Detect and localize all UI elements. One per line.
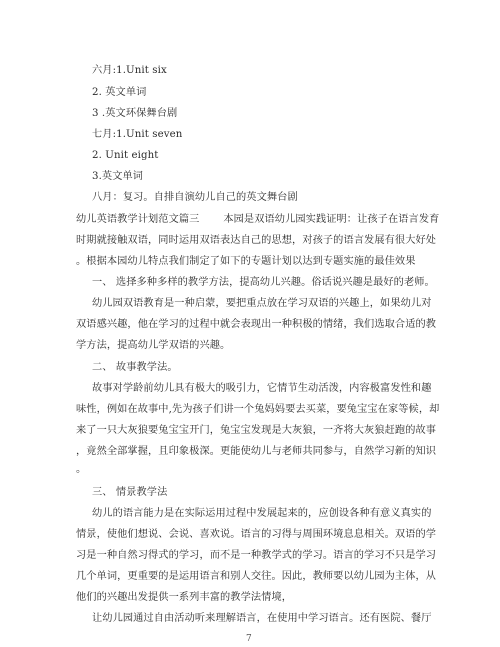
paragraph-intro-line-2: 时期就接触双语，同时运用双语表达自己的思想，对孩子的语言发展有很大好处 xyxy=(76,235,437,246)
paragraph-one-line-1: 幼儿园双语教育是一种启蒙，要把重点放在学习双语的兴趣上，如果幼儿对 xyxy=(92,298,432,309)
paragraph-three-line-1: 幼儿的语言能力是在实际运用过程中发展起来的，应创设各种有意义真实的 xyxy=(92,508,432,519)
text-line-june-words: 2. 英文单词 xyxy=(92,87,147,98)
page-number: 7 xyxy=(246,634,252,644)
paragraph-three-line-2: 情景，使他们想说、会说、喜欢说。语言的习得与周围环境息息相关。双语的学 xyxy=(76,529,437,540)
section-heading-one: 一、 选择多种多样的教学方法，提高幼儿兴趣。俗话说兴趣是最好的老师。 xyxy=(92,277,435,288)
paragraph-two-line-1: 故事对学龄前幼儿具有极大的吸引力，它情节生动活泼，内容极富发性和趣 xyxy=(92,383,432,394)
text-line-july-unit: 七月:1.Unit seven xyxy=(92,129,183,140)
text-line-july-words: 3.英文单词 xyxy=(92,171,144,182)
paragraph-two-line-2: 味性，例如在故事中,先为孩子们讲一个兔妈妈要去买菜，要兔宝宝在家等候，却 xyxy=(76,404,440,415)
section-heading-two: 二、 故事教学法。 xyxy=(92,362,178,373)
section-heading-three: 三、 情景教学法 xyxy=(92,487,168,498)
paragraph-two-line-4: ，竟然全部掌握，且印象极深。更能使幼儿与老师共同参与，自然学习新的知识 xyxy=(76,446,437,457)
text-line-june-drama: 3 .英文环保舞台剧 xyxy=(92,108,178,119)
paragraph-two-line-3: 来了一只大灰狼要兔宝宝开门，兔宝宝发现是大灰狼，一齐将大灰狼赶跑的故事 xyxy=(76,425,437,436)
paragraph-four-line-1: 让幼儿园通过自由活动听来理解语言，在使用中学习语言。还有医院、餐厅 xyxy=(92,613,432,624)
paragraph-three-line-5: 他们的兴趣出发提供一系列丰富的教学法情境， xyxy=(76,592,293,603)
paragraph-intro-line-1: 幼儿英语教学计划范文篇三 本园是双语幼儿园实践证明：让孩子在语言发育 xyxy=(76,214,440,225)
paragraph-intro-line-3: 。根据本园幼儿特点我们制定了如下的专题计划以达到专题实施的最佳效果 xyxy=(76,256,416,267)
text-line-august: 八月：复习。自排自演幼儿自己的英文舞台剧 xyxy=(92,192,298,203)
paragraph-one-line-3: 学方法，提高幼儿学双语的兴趣。 xyxy=(76,340,231,351)
text-line-june-unit: 六月:1.Unit six xyxy=(92,65,167,76)
paragraph-three-line-3: 习是一种自然习得式的学习，而不是一种教学式的学习。语言的学习不只是学习 xyxy=(76,550,437,561)
paragraph-three-line-4: 几个单词，更重要的是运用语言和别人交往。因此，教师要以幼儿园为主体，从 xyxy=(76,571,437,582)
paragraph-two-line-5: 。 xyxy=(76,464,87,475)
text-line-july-unit-eight: 2. Unit eight xyxy=(92,150,159,161)
paragraph-one-line-2: 双语感兴趣，他在学习的过程中就会表现出一种积极的情绪，我们选取合适的教 xyxy=(76,319,437,330)
